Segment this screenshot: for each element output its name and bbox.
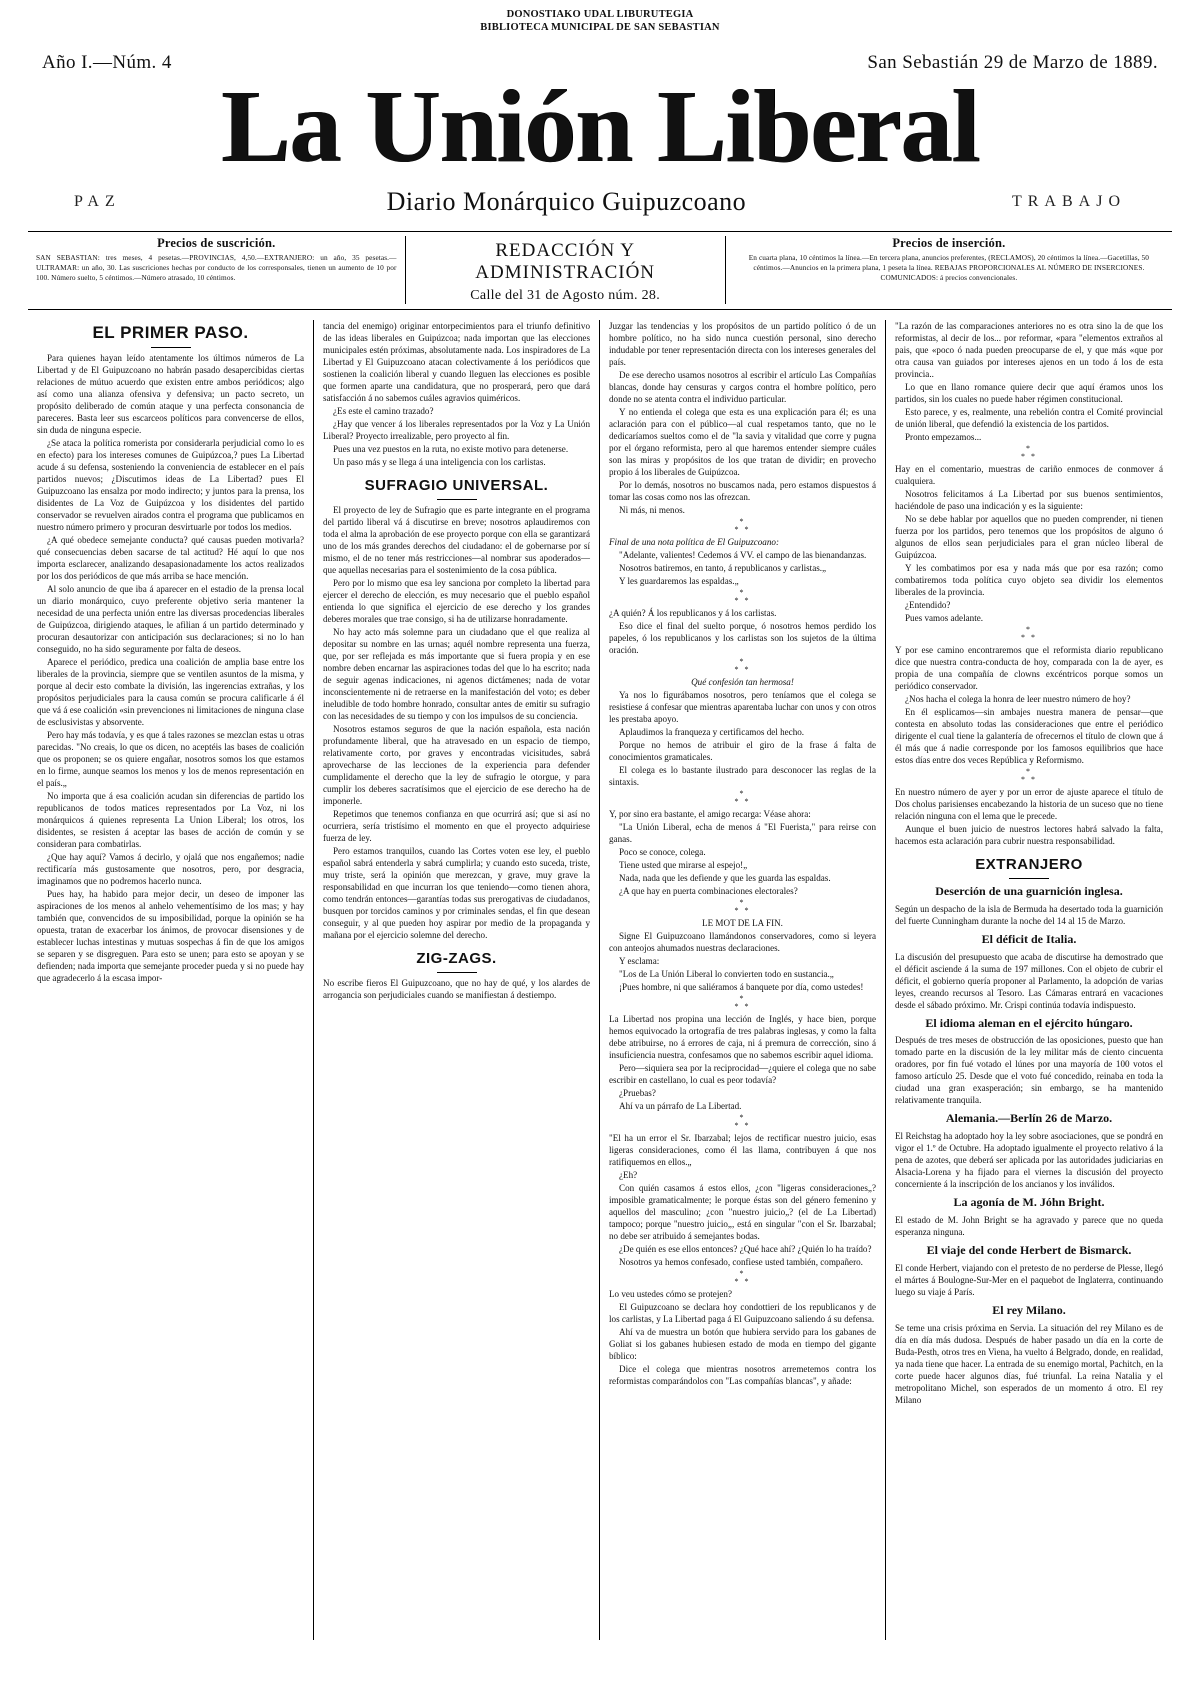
paragraph: ¿A quién? Á los republicanos y á los carlistas. bbox=[609, 608, 777, 619]
news-item-title: El rey Milano. bbox=[992, 1302, 1066, 1317]
paragraph: El proyecto de ley de Sufragio que es parte integrante en el programa del partido liberal vá á discutirse en breve; nosotros aplaudiremos con toda el alma la aprobación de ese proyecto porque con ella se garantizará uno de los más grandes derechos del ciudadano: el de gobernarse por sí mismo, el de no tener más restricciones—al nombrar sus apoderados—que aquellas necesarias para el sostenimiento de la cosa pública. bbox=[323, 504, 590, 575]
news-item-title: El idioma aleman en el ejército húngaro. bbox=[925, 1015, 1133, 1030]
section-headline-zigzags: ZIG-ZAGS. bbox=[416, 949, 497, 967]
paragraph: De ese derecho usamos nosotros al escribir el artículo Las Compañías blancas, donde hay censuras y cargos contra el hombre político, pero donde no se atenta contra el individuo particular. bbox=[609, 370, 876, 405]
column-4 bbox=[886, 320, 1172, 1640]
article-headline-primer-paso: EL PRIMER PASO. bbox=[92, 323, 249, 343]
paragraph: Nosotros batiremos, en tanto, á republicanos y carlistas.„ bbox=[619, 563, 827, 574]
news-item-text: El estado de M. John Bright se ha agravado y parece que no queda esperanza ninguna. bbox=[895, 1214, 1163, 1237]
paragraph: Pues una vez puestos en la ruta, no existe motivo para detenerse. bbox=[333, 444, 569, 455]
paragraph: Nosotros felicitamos á La Libertad por sus buenos sentimientos, haciéndole de paso una indicación y es la siguiente: bbox=[895, 489, 1163, 512]
paragraph: ¿A qué obedece semejante conducta? qué causas pueden motivarla? qué consecuencias deben sacarse de tal actitud? Hé aquí lo que nos importa esclarecer, analizando desapasionadamente los actos realizados por los dos periódicos de que más arriba se hace mención. bbox=[37, 535, 304, 582]
separator-stars: * * * bbox=[734, 1113, 751, 1131]
headline-rule bbox=[437, 499, 477, 500]
paragraph: No hay acto más solemne para un ciudadano que el que realiza al depositar su nombre en las urnas; aquél nombre representa una fuerza, que, por ser reflejada es más importante que si fuera propia y en ese nombre deben encarnar las aspiraciones todas del que lo ha escrito; nada de seguir agenas indicaciones, ni agenos dictámenes; nada de votar inconscientemente ni de retraerse en la manifestación del voto; es deber ineludible de todo hombre honrado, consultar antes de emitir su sufragio con las necesidades de su tiempo y con los impulsos de su conciencia. bbox=[323, 626, 590, 721]
paragraph: Dice el colega que mientras nosotros arremetemos contra los reformistas comparándolos con "Las compañías blancas", y añade: bbox=[609, 1364, 876, 1387]
paragraph: No se debe hablar por aquellos que no pueden comprender, ni tienen fuerza por los partidos, pero tenemos que los propósitos de alguno ó algunos de ellos sean perjudiciales para el gran núcleo liberal de Guipúzcoa. bbox=[895, 514, 1163, 561]
column-1 bbox=[28, 320, 314, 1640]
news-item-text: El Reichstag ha adoptado hoy la ley sobre asociaciones, que se pondrá en vigor el 1.º de Octubre. Ha adoptado igualmente el proyecto relativo á la pena de azotes, que deberá ser aplicada por las autoridades judiciarias en Alsacia-Lorena y ha fijado para el viernes la discusión del proyecto concerniente á la inscripción de los ancianos y los inválidos. bbox=[895, 1131, 1163, 1190]
paragraph: Por lo demás, nosotros no buscamos nada, pero estamos dispuestos á tomar las cosas como nos las ofrezcan. bbox=[609, 480, 876, 503]
paragraph: "La Unión Liberal, echa de menos á "El Fuerista," para reirse con ganas. bbox=[609, 822, 876, 845]
news-item-text: Después de tres meses de obstrucción de las oposiciones, puesto que han tomado parte en la discusión de la ley militar más de ciento cincuenta oradores, por fin fué votado el lúnes por una mayoría de 100 votos el famoso artículo 25. Desde que el voto fué concedido, reinaba en toda la ciudad una gran exasperación; sin embargo, se ha mantenido relativamente tranquila. bbox=[895, 1035, 1163, 1106]
paragraph: "La razón de las comparaciones anteriores no es otra sino la de que los reformistas, al decir de los... por reformar, «para "elementos extraños al pais, que «poco ó nada pueden preocuparse de el, y que más «que por otra causa van guiados por intereses ajenos en un todo á los de esta provincia.. bbox=[895, 321, 1163, 380]
paragraph: En nuestro número de ayer y por un error de ajuste aparece el título de Dos cholus parisienses encabezando la historia de un suceso que no tiene relación ninguna con el lema que le precede. bbox=[895, 787, 1163, 822]
masthead-subline bbox=[28, 187, 1172, 217]
separator-stars: * * * bbox=[734, 1269, 751, 1287]
news-item bbox=[895, 1195, 1163, 1238]
paragraph: Al solo anuncio de que iba á aparecer en el estadio de la prensa local un diario monárquico, cuyo preferente objetivo seria mantener la necesidad de una perfecta unión entre las diversas procedencias liberales de Guipúzcoa, dirigiendo ataques, le afilian á un partido determinado y procuran desautorizar con anticipación sus declaraciones; si no lo han conseguido, no ha sido seguramente por falta de deseos. bbox=[37, 584, 304, 655]
paragraph: Signe El Guipuzcoano llamándonos conservadores, como si leyera con anteojos ahumados nuestras declaraciones. bbox=[609, 931, 876, 954]
issue-number: Año I.—Núm. 4 bbox=[42, 52, 172, 74]
paragraph: ¿De quién es ese ellos entonces? ¿Qué hace ahí? ¿Quién lo ha traído? bbox=[619, 1244, 872, 1255]
paragraph: ¿Se ataca la política romerista por considerarla perjudicial como lo es en efecto) para los intereses comunes de Guipúzcoa,? pues La Libertad acude á su defensa, sosteniendo la conveniencia de establecer en el país partidos nuevos; ¿Discutimos ideas de La Libertad? pues El Guipuzcoano las ensalza por modo indirecto; y juntos para la prensa, los disidentes de La Voz de Guipúzcoa y los disidentes del partido conservador se revuelven airados contra el programa que publicamos en nuestro número primero y procuran desvirtuarle por todos los medios. bbox=[37, 438, 304, 533]
motto-left: PAZ bbox=[74, 193, 121, 211]
paragraph: Ahí va un párrafo de La Libertad. bbox=[619, 1101, 742, 1112]
article-headline-sufragio-universal: SUFRAGIO UNIVERSAL. bbox=[364, 477, 549, 495]
insertion-title: Precios de inserción. bbox=[892, 236, 1006, 251]
paragraph: Pues hay, ha habido para mejor decir, un deseo de imponer las aspiraciones de los menos al anhelo vehementísimo de los mas; y hay también que, convencidos de su imposibilidad, porque la opinión se ha opuesta, tratan de exacerbar los ánimos, de provocar disensiones y de establecer luchas intestinas y mutuas sospechas á fin de que los amigos se separen y se disgreguen. Para esto se unen; para esto se apoyan y se defienden; nada importa que semejante proceder pueda y si no puede hay que agradecerlo á la escasa impor- bbox=[37, 889, 304, 984]
news-item-text: Según un despacho de la isla de Bermuda ha desertado toda la guarnición del fuerte Cunningham durante la noche del 14 al 15 de Marzo. bbox=[895, 903, 1163, 926]
paragraph: ¿Entendido? bbox=[905, 600, 951, 611]
paragraph: tancia del enemigo) originar entorpecimientos para el triunfo definitivo de las ideas liberales en Guipúzcoa; nada importan que las elecciones municipales estén próximas, absolutamente nada. Los inspiradores de La Libertad y El Guipuzcoano atacan colectivamente á los periódicos que sostienen la coalición liberal y cuando lleguen las elecciones es posible que formen aparte una candidatura, que no prosperará, pero que dará satisfacción á no sabemos cuáles agravios quiméricos. bbox=[323, 321, 590, 404]
news-item-title: Deserción de una guarnición inglesa. bbox=[935, 883, 1123, 898]
insertion-text: En cuarta plana, 10 céntimos la línea.—En tercera plana, anuncios preferentes, (RECLAMOS), 20 céntimos la línea.—Gacetillas, 50 céntimos.—Anuncios en la primera plana, 1 peseta la línea. REBAJAS PROPORCIONALES AL NÚMERO DE INSERCIONES. COMUNICADOS: á precios convencionales. bbox=[748, 253, 1150, 282]
paragraph: No importa que á esa coalición acudan sin diferencias de partido los republicanos de todos matices representados por La Voz, ni los monárquicos á quienes representa La Union Liberal; los otros, los disidentes, se resisten á aceptar las bases de acción de común y se consideran para combatirlas. bbox=[37, 791, 304, 850]
paragraph: Nada, nada que les defiende y que les guarda las espaldas. bbox=[619, 873, 831, 884]
paragraph: Ahí va de muestra un botón que hubiera servido para los gabanes de Goliat si los gabanes hubiesen estado de moda en tiempo del gigante bíblico: bbox=[609, 1327, 876, 1362]
paragraph: "Adelante, valientes! Cedemos á VV. el campo de las bienandanzas. bbox=[619, 550, 867, 561]
news-item-text: El conde Herbert, viajando con el pretesto de no perderse de Plesse, llegó el mártes á Boulogne-Sur-Mer en el paquebot de Inglaterra, continuando luego su viaje á París. bbox=[895, 1262, 1163, 1297]
column-2 bbox=[314, 320, 600, 1640]
headline-rule bbox=[1009, 878, 1049, 879]
subscription-title: Precios de suscrición. bbox=[157, 236, 276, 251]
section-headline-extranjero: EXTRANJERO bbox=[975, 856, 1083, 874]
paragraph: Esto parece, y es, realmente, una rebelión contra el Comité provincial de unión liberal, que defendió la existencia de los partidos. bbox=[895, 407, 1163, 430]
news-item bbox=[895, 1016, 1163, 1107]
paragraph: En él esplicamos—sin ambajes nuestra manera de pensar—que contesta en absoluto todas las consideraciones que entre el periódico dirigente el cual tiene la galantería de ofrecernos el título de clown que á él más que á nadie corresponde por los famosos equilibrios que hace estos días entre dos veces República y Reformismo. bbox=[895, 707, 1163, 766]
column-3 bbox=[600, 320, 886, 1640]
paragraph: Y por ese camino encontraremos que el reformista diario republicano dice que nuestra contra-conducta de hoy, comparada con la de ayer, es propia de una compañía de clowns excéntricos porque somos un periódico conservador. bbox=[895, 645, 1163, 692]
note-title: Qué confesión tan hermosa! bbox=[691, 677, 794, 688]
paragraph: Porque no hemos de atribuir el giro de la frase á falta de conocimientos gramaticales. bbox=[609, 740, 876, 763]
paragraph: ¿Eh? bbox=[619, 1170, 638, 1181]
note-title: Final de una nota política de El Guipuzcoano: bbox=[609, 537, 779, 548]
paragraph: ¿Que hay aquí? Vamos á decirlo, y ojalá que nos engañemos; nadie rectificaría más gustosamente que nosotros, pero, por desgracia, imaginamos que no podremos hacerlo nunca. bbox=[37, 852, 304, 887]
separator-stars: * * * bbox=[734, 657, 751, 675]
paragraph: Y les combatimos por esa y nada más que por esa razón; como combatiremos toda política cuyo objeto sea dividir los elementos liberales de la provincia. bbox=[895, 563, 1163, 598]
paragraph: ¿A que hay en puerta combinaciones electorales? bbox=[619, 886, 798, 897]
paragraph: Y esclama: bbox=[619, 956, 660, 967]
paragraph: Pero estamos tranquilos, cuando las Cortes voten ese ley, el pueblo español sabrá entenderla y sabrá cumplirla; y cuando esto suceda, triste, muy triste, será la opinión que merezcan, y grave, muy grave la responsabilidad en que incurran los que teniendo—como tienen ahora, como tendrán entonces—garantías todas sus prerogativas de ciudadanos, busquen por torcidos caminos y por criminales sendas, el fin que desean conseguir, y al que pueden hoy aspirar por medio de la propaganda y mañana por el ejercicio solemne del derecho. bbox=[323, 845, 590, 940]
subscription-text: SAN SEBASTIAN: tres meses, 4 pesetas.—PROVINCIAS, 4,50.—EXTRANJERO: un año, 35 pesetas.—ULTRAMAR: un año, 30. Las suscriciones hechas por conducto de los corresponsales, tienen un aumento de 10 por 100. Número suelto, 5 céntimos.—Número atrasado, 10 céntimos. bbox=[36, 253, 397, 282]
paragraph: Tiene usted que mirarse al espejo!„ bbox=[619, 860, 748, 871]
paragraph: "El ha un error el Sr. Ibarzabal; lejos de rectificar nuestro juicio, esas ligeras consideraciones, como él las llama, contribuyen á que nos ratifiquemos en ellos.„ bbox=[609, 1133, 876, 1168]
separator-stars: * * * bbox=[734, 994, 751, 1012]
paragraph: Y, por sino era bastante, el amigo recarga: Véase ahora: bbox=[609, 809, 811, 820]
paragraph: Juzgar las tendencias y los propósitos de un partido político ó de un hombre político, no ha sido nunca cuestión personal, sino derecho indudable por tener representación directa con los intereses generales del país. bbox=[609, 321, 876, 368]
paragraph: Lo veu ustedes cómo se protejen? bbox=[609, 1289, 732, 1300]
library-stamp bbox=[28, 8, 1172, 34]
paragraph: ¿Nos hacha el colega la honra de leer nuestro número de hoy? bbox=[905, 694, 1131, 705]
paragraph: Pero—siquiera sea por la reciprocidad—¿quiere el colega que no sabe escribir en castellano, lo cual es peor todavía? bbox=[609, 1063, 876, 1086]
paragraph: Ya nos lo figurábamos nosotros, pero teníamos que el colega se resistiese á confesar que mientras aparentaba luchar con unos y con otros les prestaba apoyo. bbox=[609, 690, 876, 725]
news-item-text: La discusión del presupuesto que acaba de discutirse ha demostrado que el déficit asciende á la suma de 197 millones. Con el objeto de cubrir el déficit, el gobierno quería proponer al Parlamento, la adopción de varias leyes, creando recursos al Tesoro. Las Cámaras entrará en vacaciones desde el sábado próximo. Mr. Crispi continúa todavía indispuesto. bbox=[895, 951, 1163, 1010]
separator-stars: * * * bbox=[1021, 625, 1037, 643]
separator-stars: * * * bbox=[734, 517, 751, 535]
paragraph: Pues vamos adelante. bbox=[905, 613, 984, 624]
news-item-title: Alemania.—Berlín 26 de Marzo. bbox=[945, 1111, 1113, 1126]
separator-stars: * * * bbox=[734, 789, 751, 807]
paragraph: Poco se conoce, colega. bbox=[619, 847, 706, 858]
paragraph: Nosotros estamos seguros de que la nación española, esta nación profundamente liberal, que ha atravesado en un espacio de tiempo, relativamente corto, por graves y encontradas vicisitudes, sabrá aprovecharse de las lecciones de la experiencia para defender cumplidamente el derecho que la ley de sufragio le otorgue, y para cumplir los deberes sacratísimos que el ejercicio de ese derecho ha de imponerle. bbox=[323, 723, 590, 806]
paragraph: Pero por lo mismo que esa ley sanciona por completo la libertad para ejercer el derecho de elección, es muy necesario que el pueblo español entienda lo que significa el ejercicio de ese derecho y los grandes deberes morales que trae consigo, si ha de utilizarse honradamente. bbox=[323, 577, 590, 624]
separator-stars: * * * bbox=[734, 588, 751, 606]
administration-block bbox=[406, 236, 726, 304]
news-item bbox=[895, 1303, 1163, 1406]
news-item-title: El viaje del conde Herbert de Bismarck. bbox=[926, 1242, 1132, 1257]
news-item-text: Se teme una crisis próxima en Servia. La situación del rey Milano es de día en día más dudosa. Después de haber pasado un día en la corte de Buda-Pesth, otros tres en Viena, ha vuelto á Belgrado, donde, en realidad, ya nada tiene que hacer. La entrada de su enemigo mortal, Pachitch, en la corte puede hacer algunos días, fué triunfal. La reina Natalia y el metropolitano Michel, son esperados de un momento á otro. El rey Milano bbox=[895, 1322, 1163, 1405]
info-bar bbox=[28, 231, 1172, 310]
subscription-prices bbox=[28, 236, 406, 304]
news-item bbox=[895, 884, 1163, 927]
paragraph: Para quienes hayan leído atentamente los últimos números de La Libertad y de El Guipuzcoano no habrán pasado desapercibidas ciertas relaciones de mútuo acuerdo que existen entre ambos periódicos; algo así como una alianza ofensiva y defensiva; un pacto secreto, un propósito deliberado de común ataque y una perfecta consonancia de pareceres. Basta leer sus escarceos políticos para convencerse de ellos, sin duda de ninguna especie. bbox=[37, 353, 304, 436]
paragraph: El Guipuzcoano se declara hoy condottieri de los republicanos y de los carlistas, y La Libertad paga á El Guipuzcoano saliendo á su defensa. bbox=[609, 1302, 876, 1325]
paragraph: La Libertad nos propina una lección de Inglés, y hace bien, porque hemos equivocado la ortografía de tres palabras inglesas, y como la falta debe atribuirse, no á errores de caja, ni á premura de corrección, sino á insuficiencia nuestra, confesamos que no sabemos escribir aquel idioma. bbox=[609, 1014, 876, 1061]
masthead-subtitle: Diario Monárquico Guipuzcoano bbox=[386, 187, 747, 217]
paragraph: Nosotros ya hemos confesado, confiese usted también, compañero. bbox=[619, 1257, 863, 1268]
paragraph: ¿Es este el camino trazado? bbox=[333, 406, 434, 417]
separator-stars: * * * bbox=[1021, 767, 1037, 785]
paragraph: Ni más, ni menos. bbox=[619, 505, 685, 516]
motto-right: TRABAJO bbox=[1011, 193, 1126, 211]
headline-rule bbox=[151, 347, 191, 348]
news-item-title: El déficit de Italia. bbox=[981, 931, 1077, 946]
paragraph: Lo que en llano romance quiere decir que aquí éramos unos los partidos, sin los cuales no puede haber régimen constitucional. bbox=[895, 382, 1163, 405]
news-item bbox=[895, 1243, 1163, 1298]
paragraph: Un paso más y se llega á una inteligencia con los carlistas. bbox=[333, 457, 546, 468]
library-line-2: BIBLIOTECA MUNICIPAL DE SAN SEBASTIAN bbox=[480, 22, 720, 34]
paragraph: ¡Pues hombre, ni que saliéramos á banquete por día, como ustedes! bbox=[619, 982, 864, 993]
separator-stars: * * * bbox=[734, 898, 751, 916]
paragraph: "Los de La Unión Liberal lo convierten todo en sustancia.„ bbox=[619, 969, 834, 980]
paragraph: Hay en el comentario, muestras de cariño enmoces de conmover á cualquiera. bbox=[895, 464, 1163, 487]
insertion-prices bbox=[726, 236, 1172, 304]
paragraph: El colega es lo bastante ilustrado para desconocer las reglas de la sintaxis. bbox=[609, 765, 876, 788]
paragraph: Y no entienda el colega que esta es una explicación para él; es una aclaración para con el público—al cual respetamos tanto, que no le dedicaríamos sueltos como el de "la savia y vitalidad que corre y pugna por el órgano reformista, pero al que haremos entender siempre cuáles son las miras y propósitos de los que tratan de dividir; en provecho propio á los liberales de Guipúzcoa. bbox=[609, 407, 876, 478]
paragraph: Eso dice el final del suelto porque, ó nosotros hemos perdido los papeles, ó los republicanos y los carlistas son los sujetos de la última oración. bbox=[609, 621, 876, 656]
paragraph: No escribe fieros El Guipuzcoano, que no hay de qué, y los alardes de arrogancia son perjudiciales cuando se manifiestan á destiempo. bbox=[323, 977, 590, 1000]
paragraph: Pronto empezamos... bbox=[905, 432, 982, 443]
paragraph: Aplaudimos la franqueza y certificamos del hecho. bbox=[619, 727, 805, 738]
masthead-title: La Unión Liberal bbox=[220, 69, 980, 185]
library-line-1: DONOSTIAKO UDAL LIBURUTEGIA bbox=[506, 9, 694, 20]
paragraph: Repetimos que tenemos confianza en que ocurrirá así; que si así no ocurriera, sería tristísimo el momento en que el proyecto adquiriese fuerza de ley. bbox=[323, 808, 590, 843]
paragraph: ¿Hay que vencer á los liberales representados por la Voz y La Unión Liberal? Proyecto irrealizable, pero proyecto al fin. bbox=[323, 419, 590, 442]
paragraph: Pero hay más todavía, y es que á tales razones se mezclan estas u otras parecidas. "No creais, lo que os dicen, no aceptéis las bases de coalición que os proponen; se os quiere engañar, nosotros somos los que estamos en lo firme, aunque seamos los menos y los de menos representación en el país.„ bbox=[37, 730, 304, 789]
paragraph: Aunque el buen juicio de nuestros lectores habrá salvado la falta, hacemos esta aclaración para cubrir nuestra responsabilidad. bbox=[895, 824, 1163, 847]
administration-address: Calle del 31 de Agosto núm. 28. bbox=[470, 288, 661, 304]
issue-date: San Sebastián 29 de Marzo de 1889. bbox=[867, 52, 1158, 74]
paragraph: Y les guardaremos las espaldas.„ bbox=[619, 576, 739, 587]
separator-stars: * * * bbox=[1021, 444, 1037, 462]
paragraph: ¿Pruebas? bbox=[619, 1088, 656, 1099]
news-item-title: La agonía de M. Jóhn Bright. bbox=[953, 1195, 1105, 1210]
news-item bbox=[895, 1111, 1163, 1190]
paragraph: Con quién casamos á estos ellos, ¿con "ligeras consideraciones„? imposible gramaticalmente; le porque éstas son del género femenino y aquellos del masculino; ¿con "nuestro juicio„? (el de La Libertad) tampoco; porque "nuestro juicio„, está en singular "con el Sr. Ibarzabal; no debe ser atribuido á semejantes bodas. bbox=[609, 1183, 876, 1242]
administration-title: REDACCIÓN Y ADMINISTRACIÓN bbox=[475, 240, 656, 284]
headline-rule bbox=[437, 972, 477, 973]
paragraph: Aparece el periódico, predica una coalición de amplia base entre los liberales de la provincia, siempre que se ventilen asuntos de la misma, y porque al decir esto combate la división, las ingerencias extrañas, y los propósitos perjudiciales para la causa común se procura calificarle á él que vá á ese coalición «sin prevenciones ni limitaciones de ninguna clase de esclusivistas y absorvente. bbox=[37, 657, 304, 728]
note-title: LE MOT DE LA FIN. bbox=[702, 918, 783, 929]
article-columns bbox=[28, 320, 1172, 1640]
news-item bbox=[895, 932, 1163, 1011]
